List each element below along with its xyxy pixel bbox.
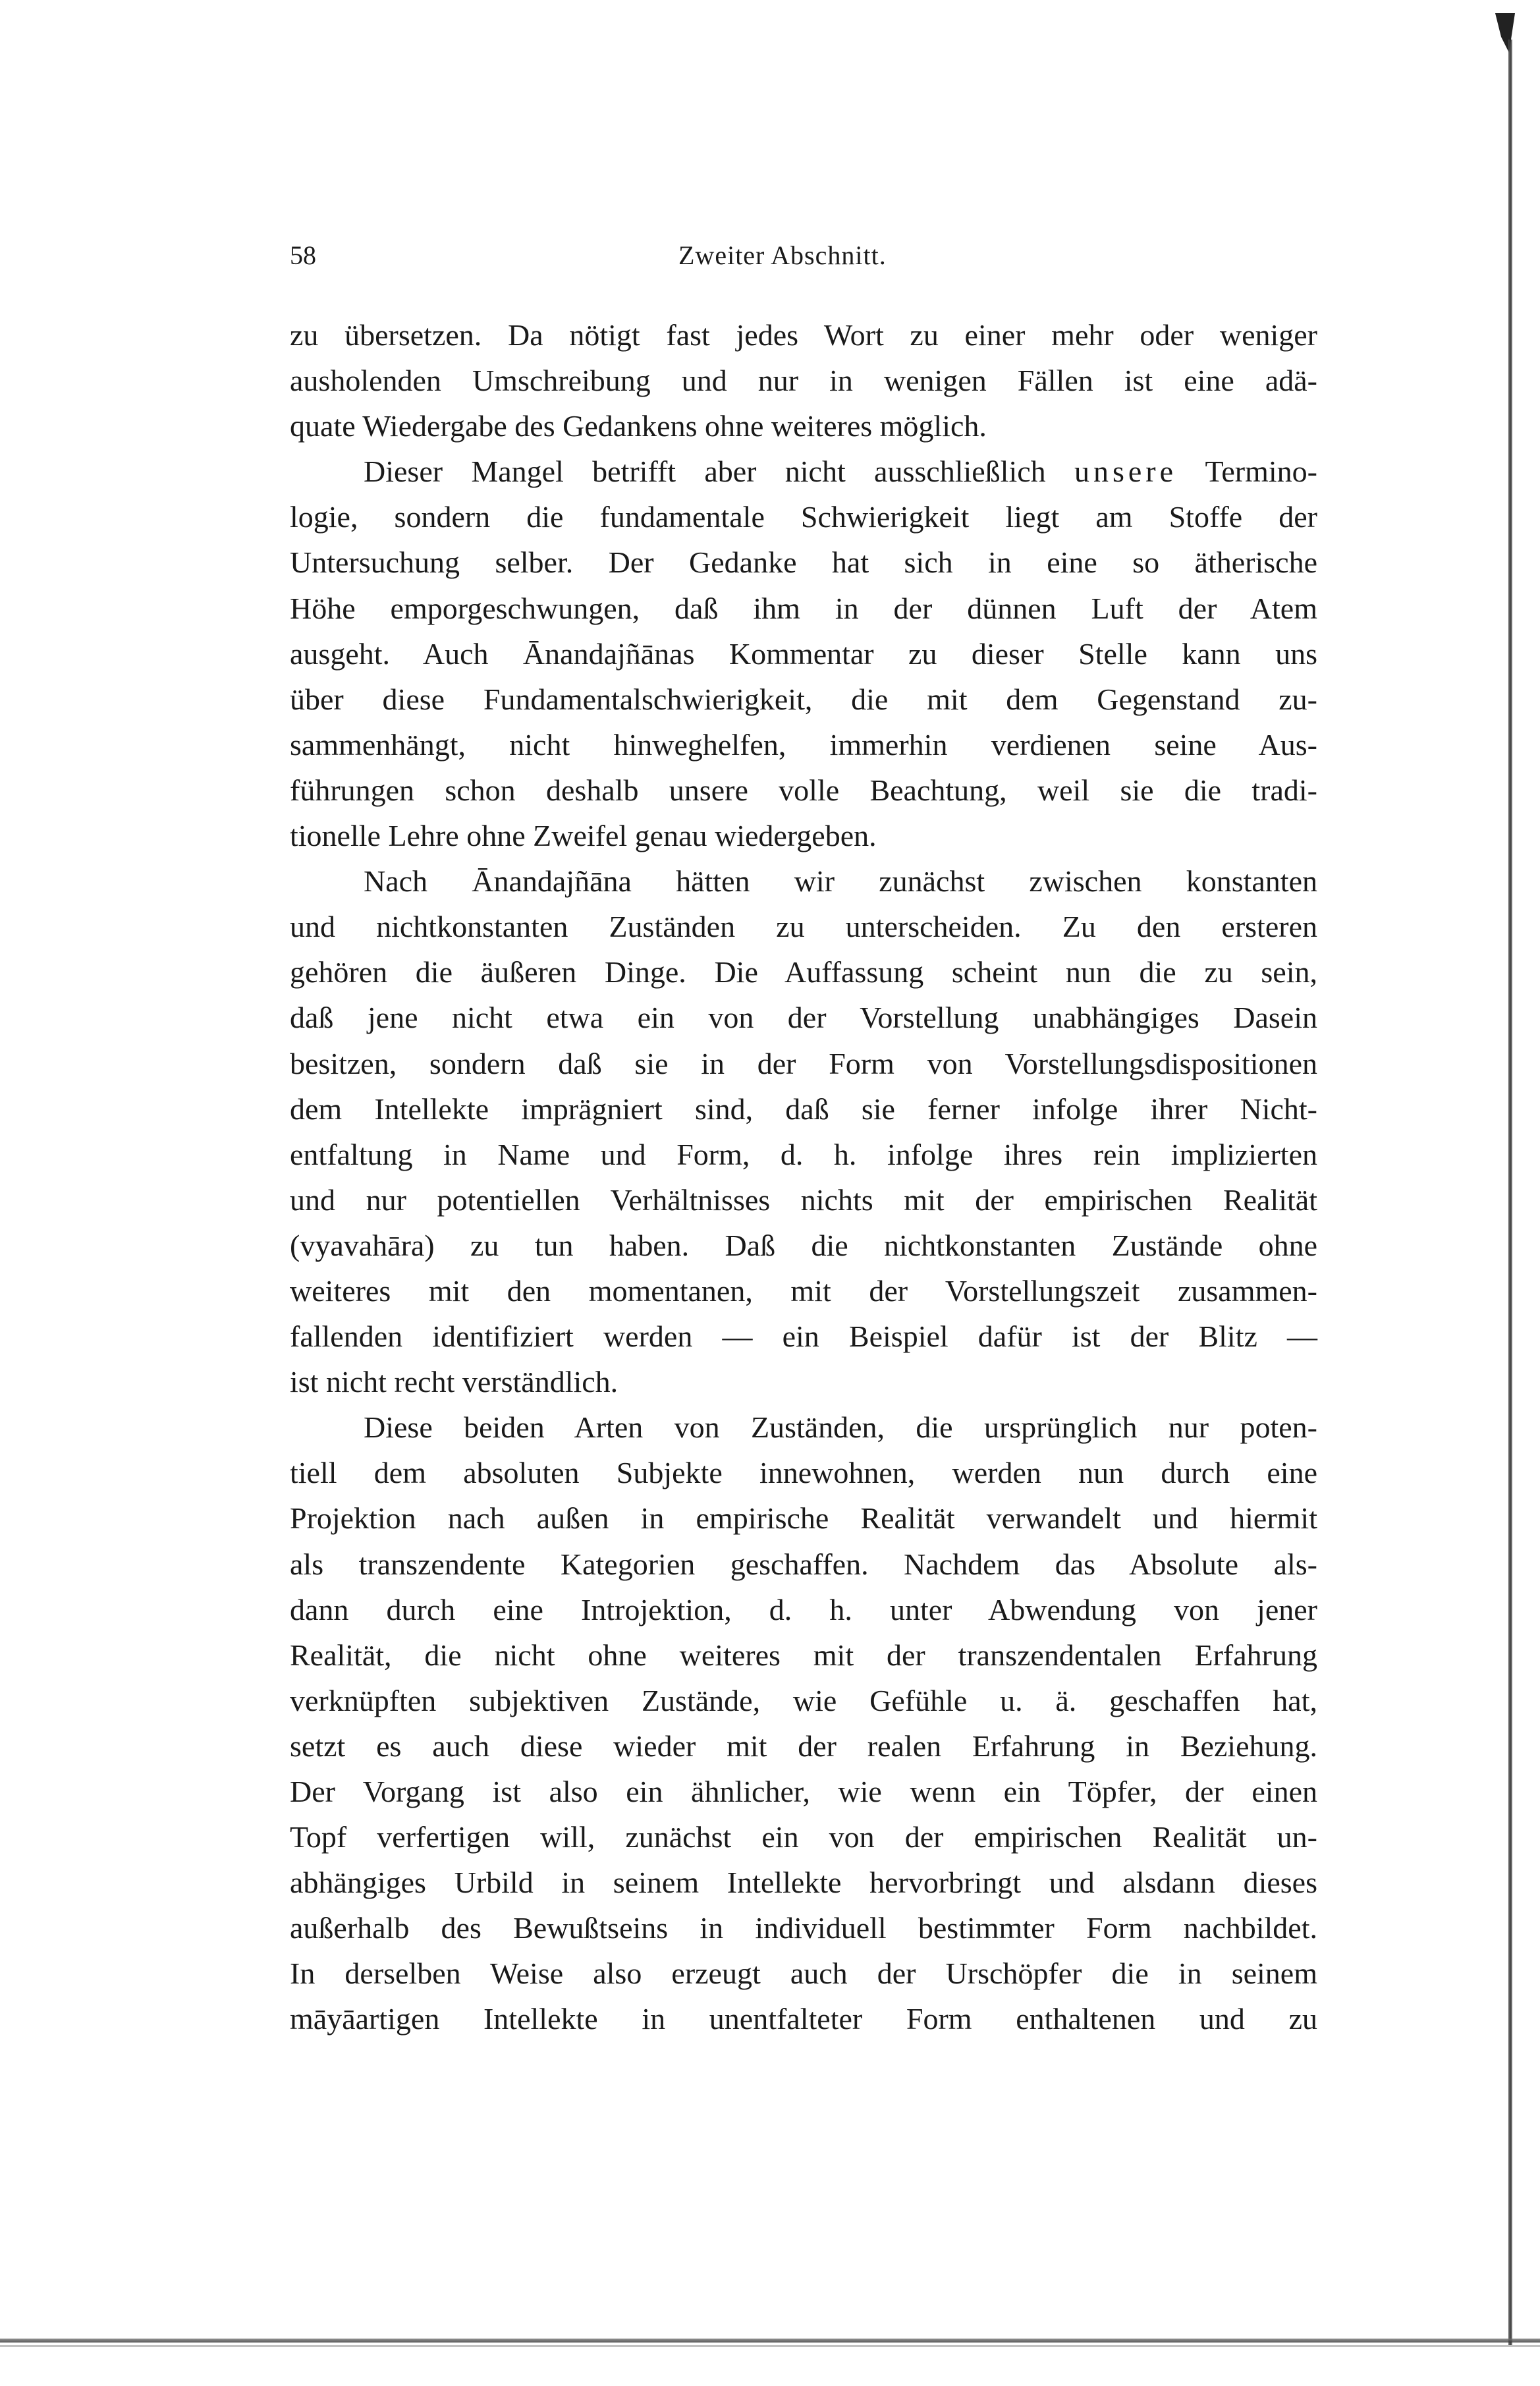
text-line: Der Vorgang ist also ein ähnlicher, wie wenn ein Töpfer, der einen	[290, 1775, 1317, 1808]
text-line: außerhalb des Bewußtseins in individuell bestimmter Form nachbildet.	[290, 1911, 1317, 1945]
text-line: ausgeht. Auch Ānandajñānas Kommentar zu dieser Stelle kann uns	[290, 636, 1317, 671]
text-line: (vyavahāra) zu tun haben. Daß die nichtkonstanten Zustände ohne	[290, 1228, 1317, 1262]
text-line: dem Intellekte imprägniert sind, daß sie ferner infolge ihrer Nicht-	[290, 1092, 1317, 1126]
text-line: sammenhängt, nicht hinweghelfen, immerhin verdienen seine Aus-	[290, 727, 1317, 762]
text-line: Nach Ānandajñāna hätten wir zunächst zwischen konstanten	[364, 864, 1317, 899]
text-line: In derselben Weise also erzeugt auch der Urschöpfer die in seinem	[290, 1956, 1317, 1991]
text-line: logie, sondern die fundamentale Schwierigkeit liegt am Stoffe der	[290, 500, 1317, 534]
text-fragment: Dieser Mangel betrifft aber nicht ausschließlich	[364, 455, 1046, 489]
text-line: dann durch eine Introjektion, d. h. unter Abwendung von jener	[290, 1592, 1317, 1626]
text-line: daß jene nicht etwa ein von der Vorstellung unabhängiges Dasein	[290, 1001, 1317, 1035]
emphasis-spaced: unsere	[1074, 455, 1178, 489]
text-line: und nichtkonstanten Zuständen zu unterscheiden. Zu den ersteren	[290, 910, 1317, 944]
text-line: weiteres mit den momentanen, mit der Vorstellungszeit zusammen-	[290, 1273, 1317, 1308]
text-line-composite	[290, 449, 1317, 494]
running-head: Zweiter Abschnitt.	[678, 240, 887, 270]
text-line: quate Wiedergabe des Gedankens ohne weiteres möglich.	[290, 409, 987, 443]
text-line: verknüpften subjektiven Zustände, wie Gefühle u. ä. geschaffen hat,	[290, 1683, 1317, 1717]
text-line: māyāartigen Intellekte in unentfalteter Form enthaltenen und zu	[290, 2002, 1317, 2036]
scan-edge-bottom	[0, 2339, 1540, 2343]
text-line: über diese Fundamentalschwierigkeit, die mit dem Gegenstand zu-	[290, 682, 1317, 716]
text-line: Projektion nach außen in empirische Realität verwandelt und hiermit	[290, 1501, 1317, 1536]
scan-edge-bottom-secondary	[0, 2345, 1540, 2347]
text-line: führungen schon deshalb unsere volle Beachtung, weil sie die tradi-	[290, 773, 1317, 807]
text-line: ausholenden Umschreibung und nur in wenigen Fällen ist eine adä-	[290, 364, 1317, 398]
text-line: zu übersetzen. Da nötigt fast jedes Wort zu einer mehr oder weniger	[290, 318, 1317, 352]
body-text	[290, 312, 1317, 2042]
text-line: Diese beiden Arten von Zuständen, die ursprünglich nur poten-	[364, 1410, 1317, 1445]
page-number: 58	[290, 240, 316, 270]
text-line: gehören die äußeren Dinge. Die Auffassung scheint nun die zu sein,	[290, 955, 1317, 989]
text-line: Realität, die nicht ohne weiteres mit der transzendentalen Erfahrung	[290, 1638, 1317, 1672]
text-line: entfaltung in Name und Form, d. h. infolge ihres rein implizierten	[290, 1137, 1317, 1171]
text-line: tiell dem absoluten Subjekte innewohnen, werden nun durch eine	[290, 1456, 1317, 1490]
text-line: Höhe emporgeschwungen, daß ihm in der dünnen Luft der Atem	[290, 591, 1317, 625]
text-line: und nur potentiellen Verhältnisses nichts mit der empirischen Realität	[290, 1182, 1317, 1217]
text-line: ist nicht recht verständlich.	[290, 1365, 619, 1399]
text-line: Untersuchung selber. Der Gedanke hat sich in eine so ätherische	[290, 545, 1317, 580]
text-line: fallenden identifiziert werden — ein Beispiel dafür ist der Blitz —	[290, 1319, 1317, 1354]
text-line: Topf verfertigen will, zunächst ein von der empirischen Realität un-	[290, 1820, 1317, 1854]
text-line: abhängiges Urbild in seinem Intellekte hervorbringt und alsdann dieses	[290, 1866, 1317, 1900]
text-line: besitzen, sondern daß sie in der Form von Vorstellungsdispositionen	[290, 1046, 1317, 1080]
text-line: als transzendente Kategorien geschaffen. Nachdem das Absolute als-	[290, 1547, 1317, 1581]
text-line: tionelle Lehre ohne Zweifel genau wiedergeben.	[290, 819, 877, 853]
scan-edge-right	[1508, 40, 1512, 2345]
text-line: setzt es auch diese wieder mit der realen Erfahrung in Beziehung.	[290, 1729, 1317, 1763]
text-fragment: Termino-	[1205, 455, 1317, 489]
page-header	[290, 236, 1317, 275]
